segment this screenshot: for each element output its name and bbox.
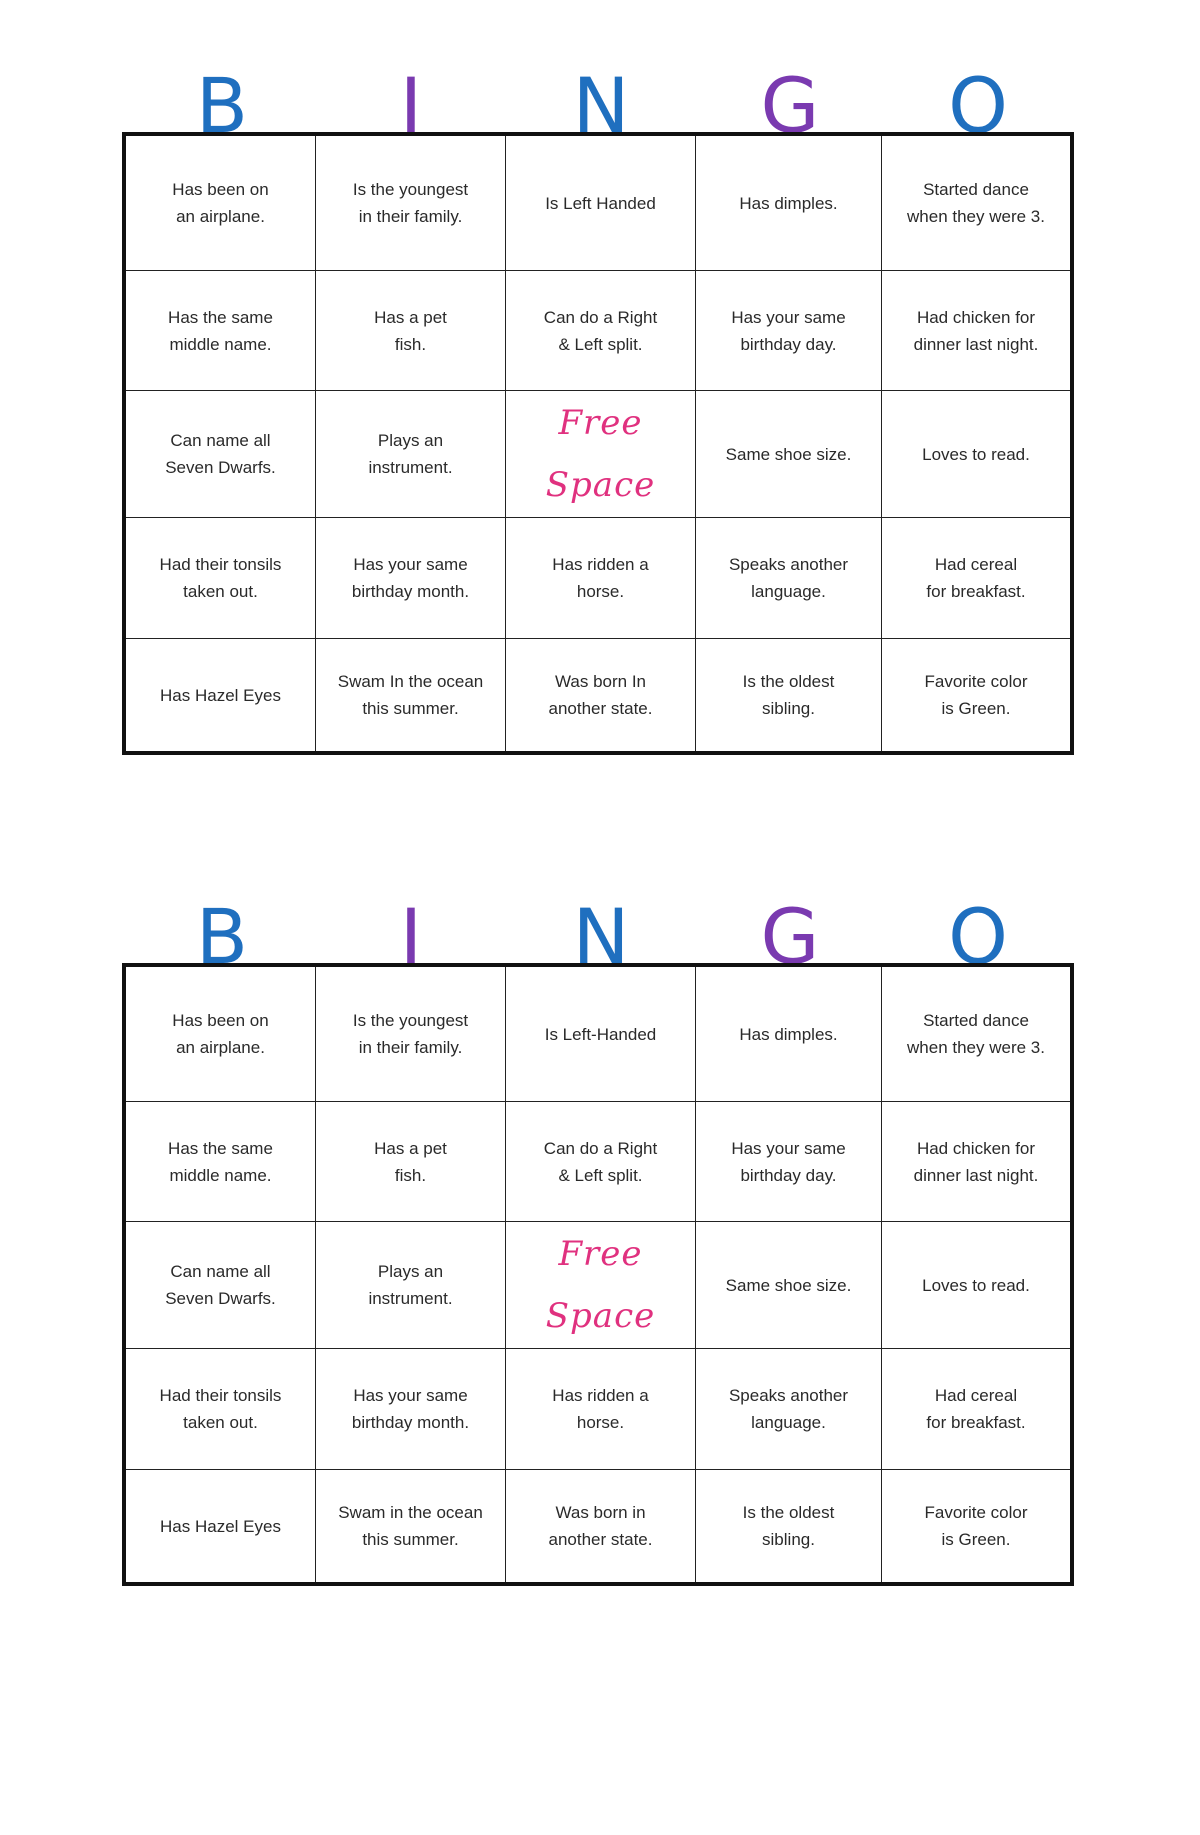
bingo-cell[interactable] [126, 518, 316, 639]
bingo-cell-text: Had cereal for breakfast. [926, 555, 1026, 601]
bingo-cell-text: Has a pet fish. [374, 307, 447, 354]
bingo-cell-text: Has dimples. [739, 193, 838, 213]
bingo-cell[interactable] [696, 639, 882, 751]
bingo-cell[interactable] [506, 1102, 696, 1222]
bingo-cell-text: Is the youngest in their family. [352, 180, 469, 226]
bingo-cell[interactable] [696, 136, 882, 271]
bingo-cell[interactable] [696, 1222, 882, 1349]
header-letter-n: N [572, 892, 630, 981]
bingo-cell-text: Had their tonsils taken out. [159, 1386, 282, 1432]
bingo-cell[interactable] [696, 1102, 882, 1222]
header-letter-o: O [948, 61, 1008, 150]
bingo-cell[interactable] [316, 136, 506, 271]
bingo-cell-text: Same shoe size. [725, 1275, 852, 1295]
bingo-cell[interactable] [316, 639, 506, 751]
bingo-cell-text: Has been on an airplane. [172, 1011, 269, 1057]
bingo-cell[interactable] [126, 967, 316, 1102]
bingo-cell[interactable] [126, 1222, 316, 1349]
bingo-cell[interactable] [126, 391, 316, 518]
bingo-cell[interactable] [126, 1102, 316, 1222]
bingo-cell[interactable] [316, 1349, 506, 1470]
bingo-cell[interactable] [316, 1222, 506, 1349]
bingo-cell[interactable] [696, 391, 882, 518]
bingo-cell[interactable] [316, 391, 506, 518]
bingo-cell-text: Started dance when they were 3. [907, 1011, 1045, 1057]
bingo-cell[interactable] [126, 639, 316, 751]
bingo-cell[interactable] [696, 1349, 882, 1470]
free-space-cell[interactable] [506, 1222, 696, 1349]
bingo-cell[interactable] [126, 271, 316, 391]
bingo-cell-text: Plays an instrument. [368, 1262, 453, 1308]
bingo-cell-text: Swam In the ocean this summer. [337, 672, 484, 718]
bingo-cell-text: Has your same birthday day. [731, 1138, 846, 1185]
bingo-cell-text: Started dance when they were 3. [907, 180, 1045, 226]
bingo-cell[interactable] [882, 1349, 1070, 1470]
header-letter-n: N [572, 61, 630, 150]
header-letter-i: I [399, 61, 423, 150]
bingo-cell-text: Is the oldest sibling. [742, 1503, 835, 1549]
bingo-cell-text: Has Hazel Eyes [160, 685, 281, 705]
bingo-cell[interactable] [126, 136, 316, 271]
bingo-cell[interactable] [506, 967, 696, 1102]
bingo-cell-text: Is the youngest in their family. [352, 1011, 469, 1057]
bingo-cell-text: Plays an instrument. [368, 431, 453, 477]
bingo-cell-text: Had chicken for dinner last night. [913, 307, 1039, 354]
bingo-cell[interactable] [696, 967, 882, 1102]
bingo-cell[interactable] [316, 967, 506, 1102]
bingo-cell[interactable] [696, 271, 882, 391]
bingo-cell[interactable] [316, 1102, 506, 1222]
bingo-cell-text: Was born In another state. [548, 672, 653, 718]
bingo-cell-text: Has ridden a horse. [552, 1386, 649, 1432]
bingo-cell-text: Favorite color is Green. [924, 1503, 1028, 1549]
bingo-cell[interactable] [506, 136, 696, 271]
free-space-cell[interactable] [506, 391, 696, 518]
bingo-cell[interactable] [506, 1349, 696, 1470]
bingo-cell[interactable] [316, 271, 506, 391]
bingo-cell-text: Has the same middle name. [168, 307, 273, 354]
bingo-cell[interactable] [882, 1222, 1070, 1349]
header-letter-g: G [760, 892, 820, 981]
bingo-cell-text: Has the same middle name. [168, 1138, 273, 1185]
bingo-cell-text: Is Left Handed [545, 193, 656, 213]
bingo-cell[interactable] [506, 1470, 696, 1582]
header-letter-g: G [760, 61, 820, 150]
bingo-grid [122, 963, 1074, 1586]
bingo-cell-text: Has your same birthday day. [731, 307, 846, 354]
bingo-cell[interactable] [316, 1470, 506, 1582]
bingo-cell[interactable] [882, 967, 1070, 1102]
bingo-cell-text: Has dimples. [739, 1024, 838, 1044]
bingo-grid [122, 132, 1074, 755]
free-space-label: Free Space [545, 403, 656, 505]
bingo-cell-text: Was born in another state. [548, 1503, 653, 1549]
bingo-cell[interactable] [126, 1470, 316, 1582]
bingo-cell-text: Loves to read. [922, 1275, 1030, 1295]
header-letter-b: B [195, 892, 249, 981]
bingo-cell-text: Is the oldest sibling. [742, 672, 835, 718]
free-space-label: Free Space [545, 1234, 656, 1336]
bingo-cell[interactable] [882, 136, 1070, 271]
bingo-cell-text: Had their tonsils taken out. [159, 555, 282, 601]
header-letter-o: O [948, 892, 1008, 981]
bingo-cell[interactable] [882, 1470, 1070, 1582]
bingo-cell-text: Can name all Seven Dwarfs. [165, 1262, 276, 1308]
bingo-cell-text: Has your same birthday month. [351, 1386, 470, 1432]
bingo-cell-text: Swam in the ocean this summer. [338, 1503, 483, 1549]
bingo-cell-text: Has a pet fish. [374, 1138, 447, 1185]
bingo-cell-text: Favorite color is Green. [924, 672, 1028, 718]
bingo-cell[interactable] [882, 1102, 1070, 1222]
bingo-cell-text: Can name all Seven Dwarfs. [165, 431, 276, 477]
bingo-cell-text: Has ridden a horse. [552, 555, 649, 601]
bingo-cell[interactable] [506, 518, 696, 639]
bingo-cell[interactable] [696, 1470, 882, 1582]
bingo-cell[interactable] [506, 639, 696, 751]
bingo-cell-text: Speaks another language. [728, 1386, 849, 1432]
header-letter-b: B [195, 61, 249, 150]
bingo-cell-text: Has Hazel Eyes [160, 1516, 281, 1536]
bingo-cell[interactable] [882, 271, 1070, 391]
bingo-cell-text: Same shoe size. [725, 444, 852, 464]
bingo-cell-text: Had chicken for dinner last night. [913, 1138, 1039, 1185]
bingo-cell[interactable] [696, 518, 882, 639]
bingo-cell-text: Has your same birthday month. [351, 555, 470, 601]
bingo-cell[interactable] [882, 391, 1070, 518]
bingo-cell[interactable] [882, 639, 1070, 751]
header-letter-i: I [399, 892, 423, 981]
bingo-cell-text: Can do a Right & Left split. [543, 307, 658, 354]
bingo-cell[interactable] [126, 1349, 316, 1470]
bingo-cell-text: Had cereal for breakfast. [926, 1386, 1026, 1432]
bingo-cell-text: Loves to read. [922, 444, 1030, 464]
bingo-cell-text: Can do a Right & Left split. [543, 1138, 658, 1185]
bingo-cell-text: Speaks another language. [728, 555, 849, 601]
bingo-cell[interactable] [316, 518, 506, 639]
bingo-cell[interactable] [882, 518, 1070, 639]
bingo-cell-text: Is Left-Handed [544, 1024, 657, 1044]
bingo-cell-text: Has been on an airplane. [172, 180, 269, 226]
bingo-cell[interactable] [506, 271, 696, 391]
